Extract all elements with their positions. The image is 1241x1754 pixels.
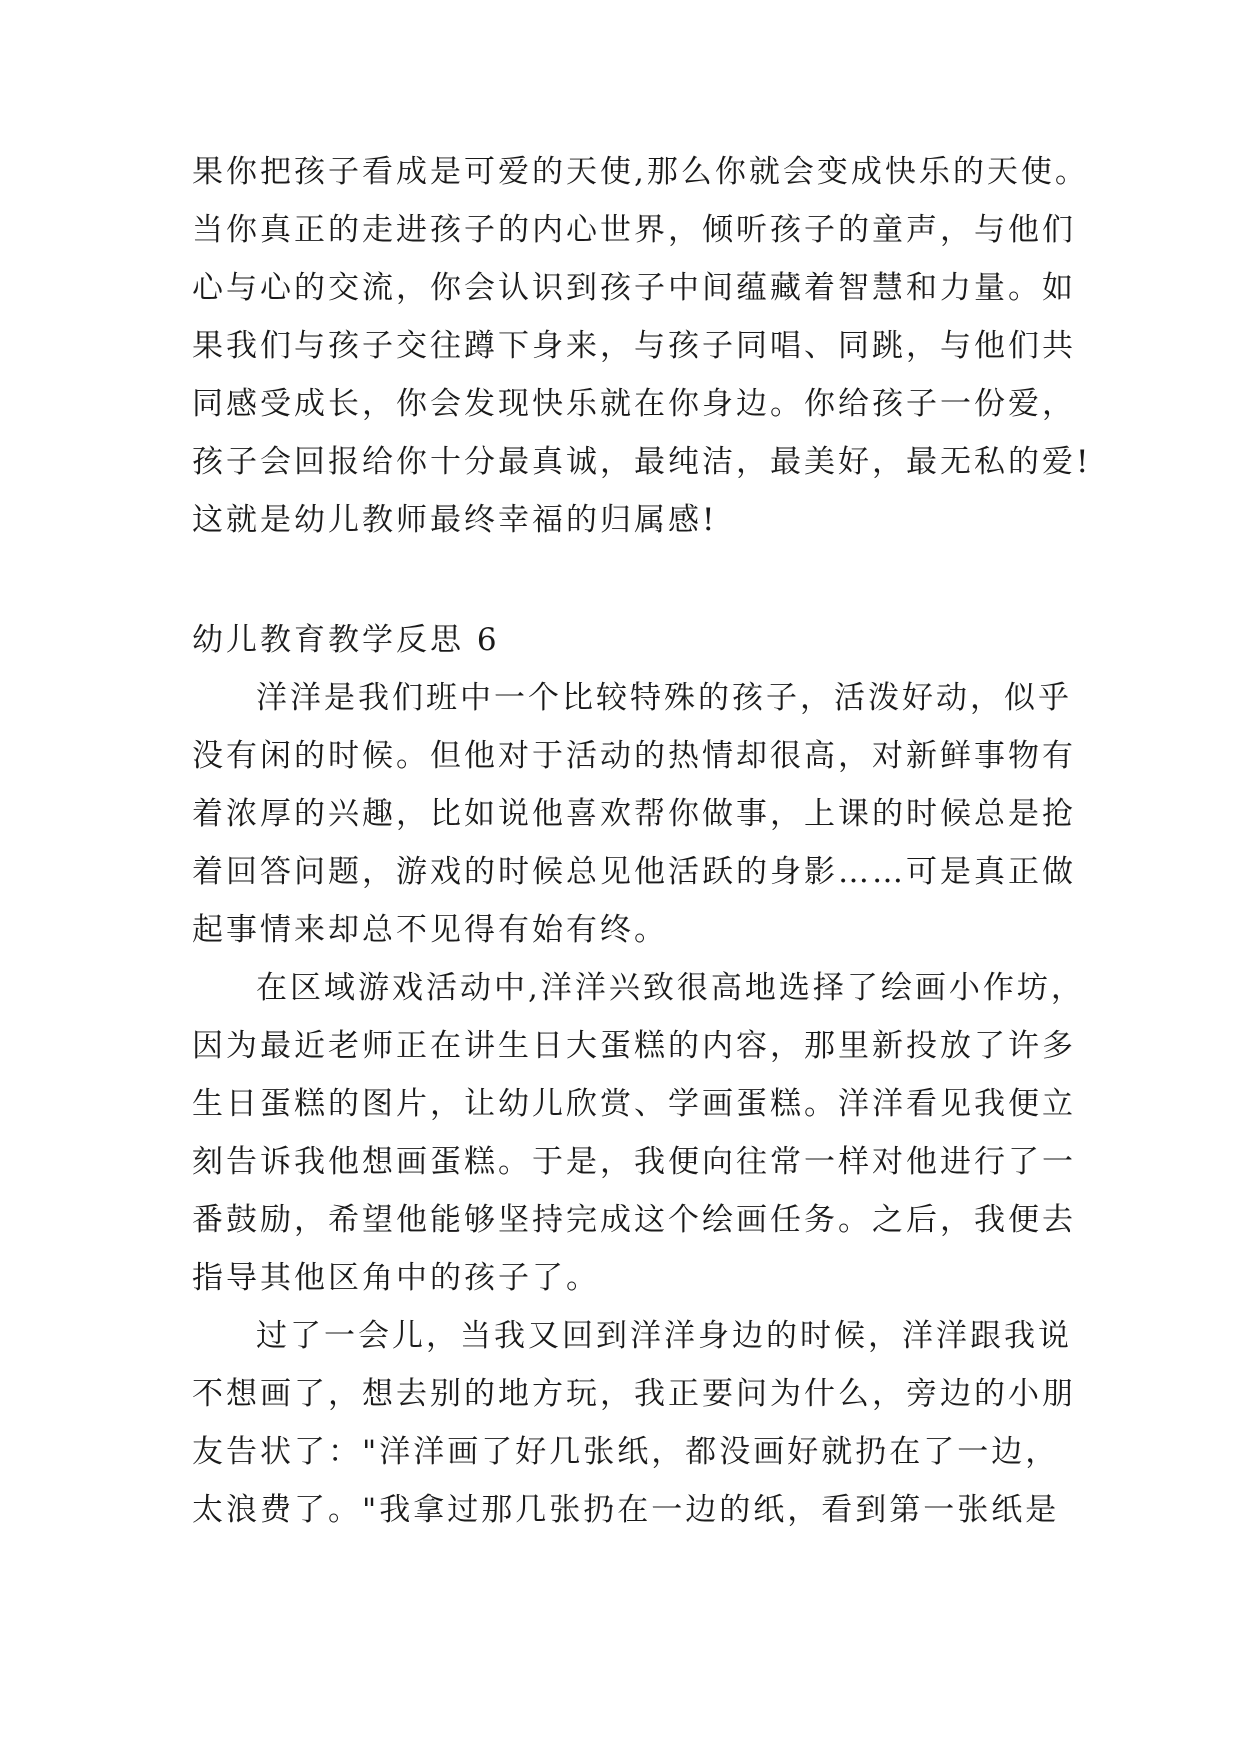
paragraph-line: 过了一会儿，当我又回到洋洋身边的时候，洋洋跟我说: [256, 1318, 1072, 1354]
text-line: 果我们与孩子交往蹲下身来，与孩子同唱、同跳，与他们共: [192, 328, 1076, 364]
paragraph-line: 番鼓励，希望他能够坚持完成这个绘画任务。之后，我便去: [192, 1202, 1076, 1238]
paragraph-line: 因为最近老师正在讲生日大蛋糕的内容，那里新投放了许多: [192, 1028, 1076, 1064]
text-line: 当你真正的走进孩子的内心世界，倾听孩子的童声，与他们: [192, 212, 1076, 248]
paragraph-line: 刻告诉我他想画蛋糕。于是，我便向往常一样对他进行了一: [192, 1144, 1076, 1180]
text-line: 果你把孩子看成是可爱的天使,那么你就会变成快乐的天使。: [192, 154, 1089, 190]
paragraph-line: 起事情来却总不见得有始有终。: [192, 912, 668, 948]
paragraph-line: 着浓厚的兴趣，比如说他喜欢帮你做事，上课的时候总是抢: [192, 796, 1076, 832]
text-line: 同感受成长，你会发现快乐就在你身边。你给孩子一份爱，: [192, 386, 1076, 422]
paragraph-line: 在区域游戏活动中,洋洋兴致很高地选择了绘画小作坊，: [256, 970, 1085, 1006]
paragraph-line: 没有闲的时候。但他对于活动的热情却很高，对新鲜事物有: [192, 738, 1076, 774]
text-line: 心与心的交流，你会认识到孩子中间蕴藏着智慧和力量。如: [192, 270, 1076, 306]
section-title: 幼儿教育教学反思 6: [192, 622, 500, 658]
paragraph-line: 太浪费了。"我拿过那几张扔在一边的纸，看到第一张纸是: [192, 1492, 1060, 1528]
paragraph-line: 不想画了，想去别的地方玩，我正要问为什么，旁边的小朋: [192, 1376, 1076, 1412]
text-line: 孩子会回报给你十分最真诚，最纯洁，最美好，最无私的爱!: [192, 444, 1092, 480]
paragraph-line: 指导其他区角中的孩子了。: [192, 1260, 600, 1296]
paragraph-line: 生日蛋糕的图片，让幼儿欣赏、学画蛋糕。洋洋看见我便立: [192, 1086, 1076, 1122]
paragraph-line: 友告状了："洋洋画了好几张纸，都没画好就扔在了一边，: [192, 1434, 1060, 1470]
paragraph-line: 洋洋是我们班中一个比较特殊的孩子，活泼好动，似乎: [256, 680, 1072, 716]
text-line: 这就是幼儿教师最终幸福的归属感!: [192, 502, 718, 538]
paragraph-line: 着回答问题，游戏的时候总见他活跃的身影……可是真正做: [192, 854, 1076, 890]
